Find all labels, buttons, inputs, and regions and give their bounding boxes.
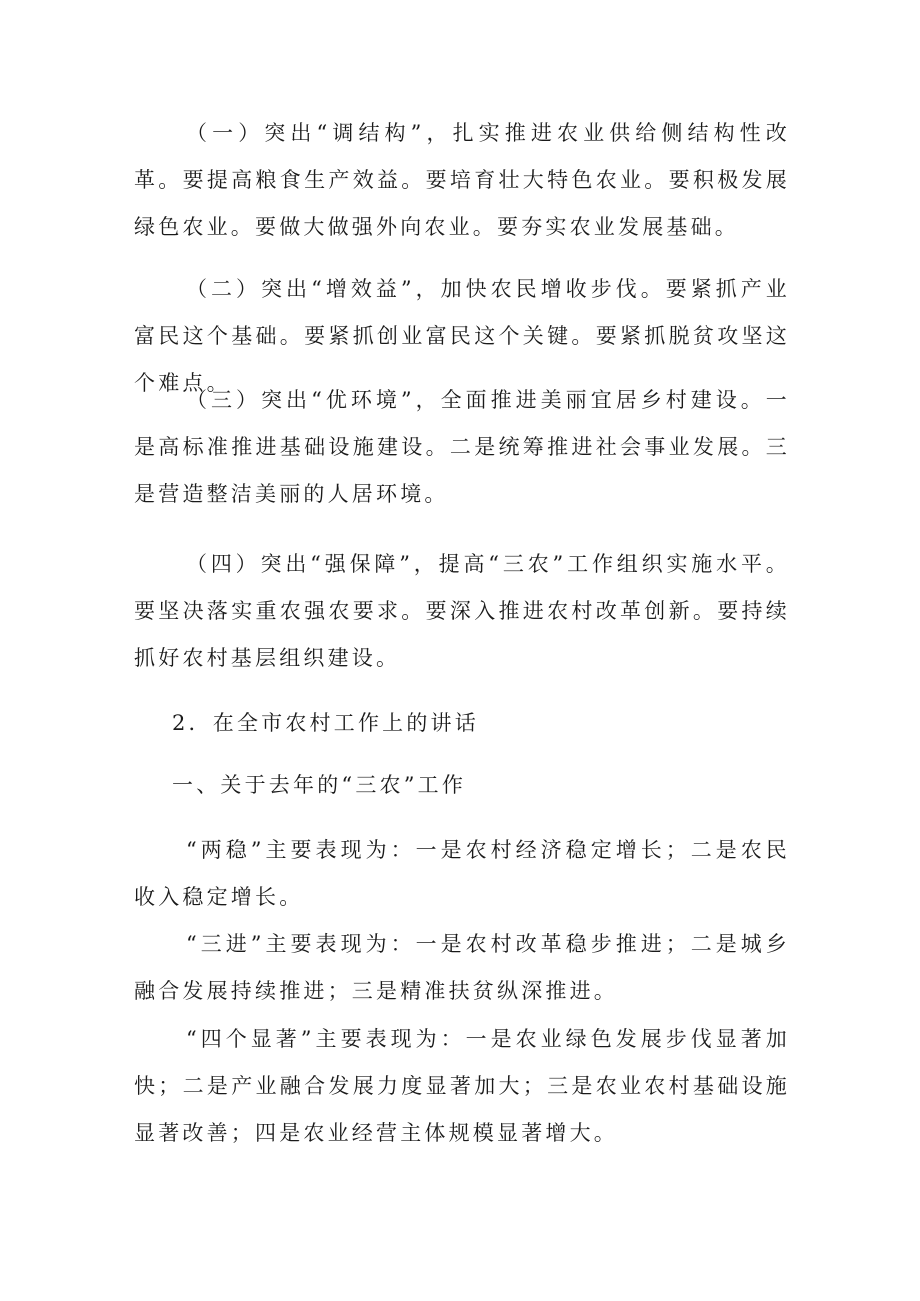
paragraph-improve-environment: （三）突出“优环境”，全面推进美丽宜居乡村建设。一是高标准推进基础设施建设。二是统筹推进社会事业发展。三是营造整洁美丽的人居环境。 bbox=[134, 388, 790, 506]
paragraph-three-advances: “三进”主要表现为：一是农村改革稳步推进；二是城乡融合发展持续推进；三是精准扶贫纵深推进。 bbox=[134, 932, 790, 1003]
section-title: 2．在全市农村工作上的讲话 bbox=[172, 711, 479, 735]
paragraph-two-stable: “两稳”主要表现为：一是农村经济稳定增长；二是农民收入稳定增长。 bbox=[134, 838, 790, 909]
paragraph-increase-benefits: （二）突出“增效益”，加快农民增收步伐。要紧抓产业富民这个基础。要紧抓创业富民这个关键。要紧抓脱贫攻坚这个难点。 bbox=[134, 277, 790, 395]
paragraph-four-significant: “四个显著”主要表现为：一是农业绿色发展步伐显著加快；二是产业融合发展力度显著加大；三是农业农村基础设施显著改善；四是农业经营主体规模显著增大。 bbox=[134, 1027, 790, 1145]
paragraph-strengthen-guarantee: （四）突出“强保障”，提高“三农”工作组织实施水平。要坚决落实重农强农要求。要深入推进农村改革创新。要持续抓好农村基层组织建设。 bbox=[134, 552, 790, 670]
paragraph-adjust-structure: （一）突出“调结构”，扎实推进农业供给侧结构性改革。要提高粮食生产效益。要培育壮大特色农业。要积极发展绿色农业。要做大做强外向农业。要夯实农业发展基础。 bbox=[134, 121, 790, 239]
subsection-title: 一、关于去年的“三农”工作 bbox=[172, 773, 467, 797]
